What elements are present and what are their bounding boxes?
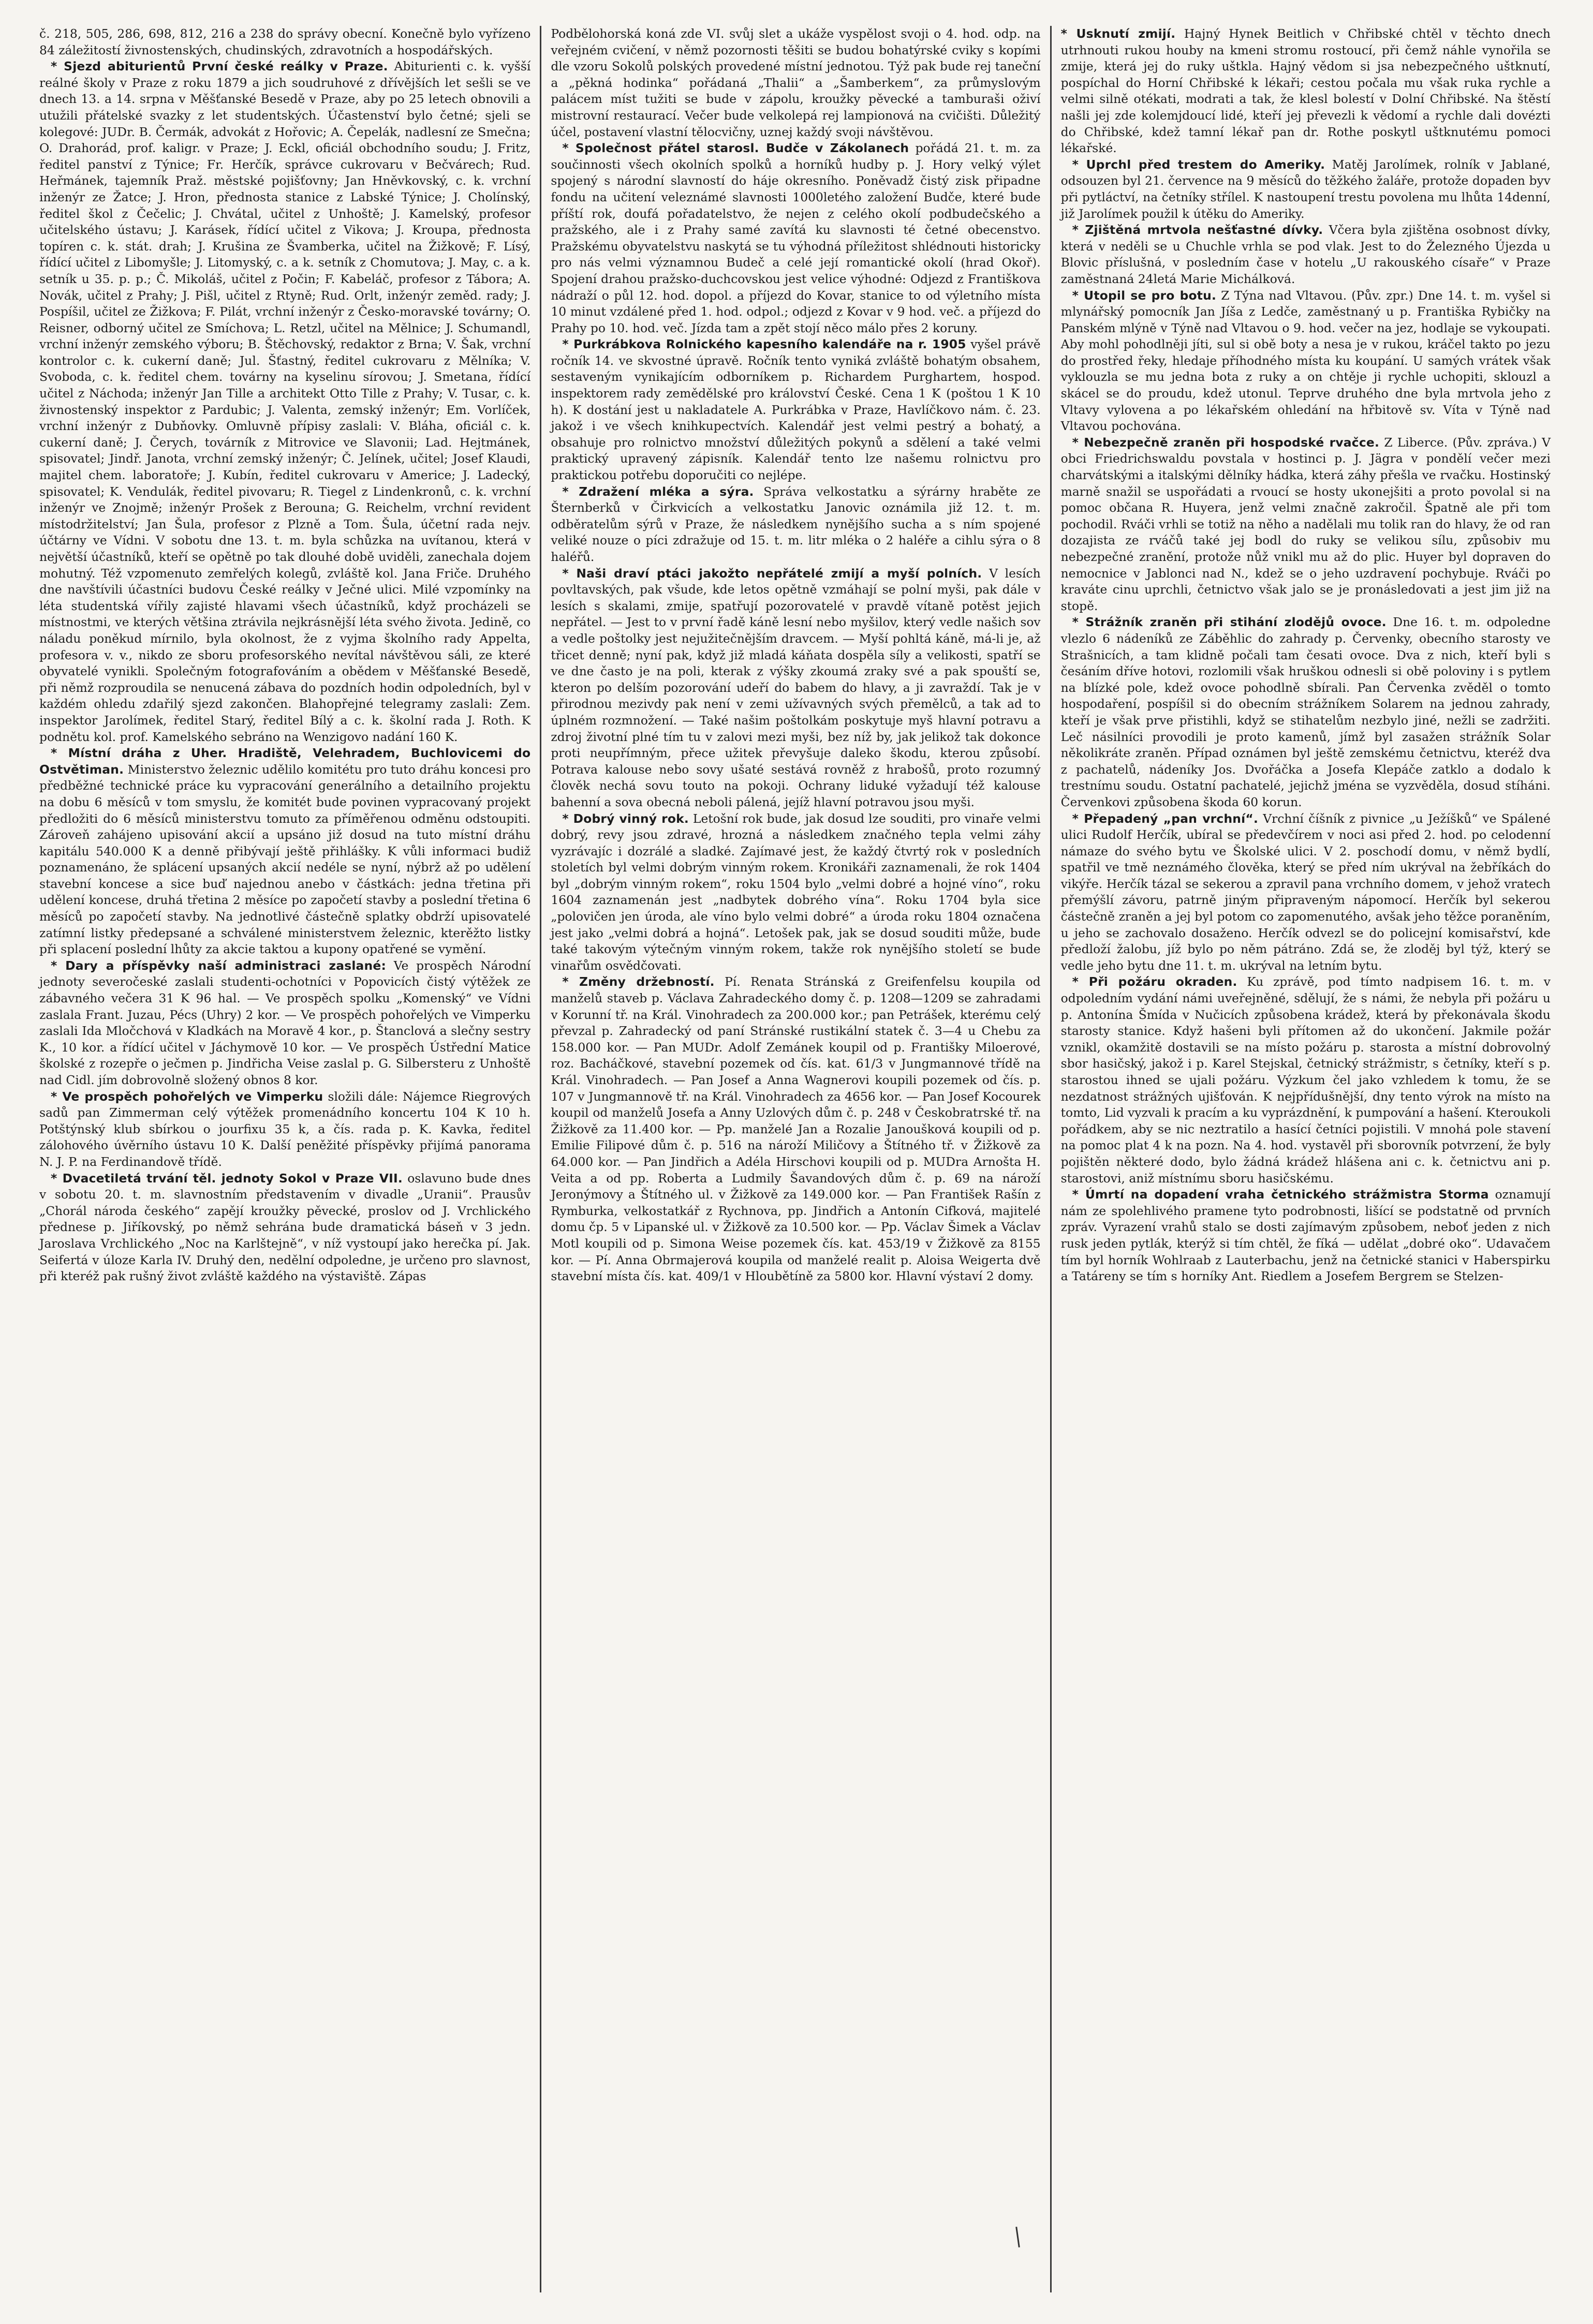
column-1 (30, 26, 540, 2292)
article-headline: * Změny držebností. (562, 974, 715, 989)
article-text: Z Týna nad Vltavou. (Pův. zpr.) Dne 14. t. m. vyšel si mlynářský pomocník Jan Jíša z Ledče, zaměstnaný u p. Františka Rybičky na Panském mlýně v Týně nad Vltavou o 9. hod. večer na jez, hodlaje se vykoupati. Aby mohl pohodlněji jíti, sul si obě boty a nesa je v rukou, kráčel takto po jezu do prostřed řeky, hledaje příhodného místa ku koupání. U samých vrátek však vyklouzla se mu jedna bota z ruky a on chtěje ji rychle uchopiti, sklouzl a skácel se do proudu, kdež utonul. Teprve druhého dne byla mrtvola jeho z Vltavy vylovena a po lékařském ohledání na hřbitově sv. Víta v Týně nad Vltavou pochována. (1060, 288, 1551, 434)
article-text: Hajný Hynek Beitlich v Chřibské chtěl v těchto dnech utrhnouti rukou houby na kmeni stromu rostoucí, při čemž náhle vynořila se zmije, která jej do ruky uštkla. Hajný vědom si jsa nebezpečného uštknutí, pospíchal do Horní Chřibské k lékaři; cestou počala mu však ruka rychle a velmi silně otékati, modrati a tak, že klesl bolestí v Dolní Chřibské. Na štěstí našli jej zde kolemjdoucí lidé, kteří jej převezli k vědomí a rychle dali dovézti do Chřibské, kdež tamní lékař pan dr. Rothe poskytl uštknutému pomoci lékařské. (1060, 26, 1551, 156)
article-text: pořádá 21. t. m. za součinnosti všech okolních spolků a horníků hudby p. J. Hory velký výlet spojený s národní slavností do háje okresního. Poněvadž čistý zisk připadne fondu na učitení veleznámé slavnosti 1000letého založení Budče, které bude příští rok, doufá pořadatelstvo, že nejen z celého okolí podbudečského a pražského, ale i z Prahy samé zavítá ku slavnosti té četné obecenstvo. Pražskému obyvatelstvu naskytá se tu výhodná příležitost shlédnouti historicky pro nás velmi významnou Budeč a celé její romantické okolí (hrad Okoř). Spojení drahou pražsko-duchcovskou jest velice výhodné: Odjezd z Františkova nádraží o půl 12. hod. dopol. a příjezd do Kovar, stanice to od výletního místa 10 minut vzdálené před 1. hod. odpol.; odjezd z Kovar v 9 hod. več. a příjezd do Prahy po 10. hod. več. Jízda tam a zpět stojí něco málo přes 2 koruny. (551, 141, 1041, 335)
article-paragraph (1061, 288, 1551, 435)
article-text: Správa velkostatku a sýrárny hraběte ze Šternberků v Čirkvicích a velkostatku Janovic oznámila již 12. t. m. odběratelům sýrů v Praze, že následkem nynějšího sucha a s ním spojené veliké nouze o píci zdražuje od 15. t. m. litr mléka o 2 haléře a cihlu sýra o 8 haléřů. (551, 484, 1041, 564)
article-paragraph (1061, 974, 1551, 1187)
article-paragraph (551, 974, 1040, 1284)
column-3 (1050, 26, 1560, 2292)
article-headline: * Ve prospěch pohořelých ve Vimperku (51, 1089, 323, 1104)
article-text: složili dále: Nájemce Riegrových sadů pan Zimmerman celý výtěžek promenádního koncertu 104 K 10 h. Potštýnský klub sbírkou o jourfixu 35 k, a čís. rada p. K. Kavka, ředitel zálohového úvěrního ústavu 10 K. Další peněžité příspěvky přijímá panorama N. J. P. na Ferdinandově třídě. (39, 1089, 531, 1169)
article-headline: * Přepadený „pan vrchní“. (1072, 811, 1259, 826)
article-headline: * Utopil se pro botu. (1072, 288, 1217, 303)
article-headline: * Nebezpečně zraněn při hospodské rvačce. (1072, 435, 1380, 450)
article-text: Vrchní číšník z pivnice „u Ježíšků“ ve Spálené ulici Rudolf Herčík, ubíral se předevčírem v noci asi před 2. hod. po celodenní námaze do svého bytu ve Školské ulici. V 2. poschodí domu, v němž bydlí, spatřil ve tmě neznámého člověka, který se před ním ukrýval na žebříkách do vikýře. Herčík tázal se sekerou a zpravil pana vrchního domem, v jehož vratech přemýšlí závoru, patrně jiným připraveným nápomocí. Herčík byl sekerou částečně zraněn a jej byl potom co zapomenutého, avšak jeho těžce poraněním, u jeho se zachovalo dosaženo. Herčík odvezl se do policejní komisařství, kde předloží žalobu, jíž bylo po něm pátráno. Zdá se, že zloděj byl týž, který se vedle jeho bytu dne 11. t. m. ukrýval na letním bytu. (1060, 811, 1551, 973)
article-paragraph (551, 336, 1040, 483)
article-paragraph (39, 745, 530, 958)
article-text: Podbělohorská koná zde VI. svůj slet a ukáže vyspělost svoji o 4. hod. odp. na veřejném cvičení, v němž pozornosti těšiti se budou bohatýrské cviky s kopími dle vzoru Sokolů polských provedené místní jednotou. Týž pak bude rej taneční a „pěkná hodinka“ pořádaná „Thalii“ a „Šamberkem“, za průmyslovým palácem míst tužiti se bude v zápolu, kroužky pěvecké a tamburaši oživí mistrovní restaurací. Večer bude velkolepá rej lampionová na cvičišti. Důležitý účel, postavení vlastní tělocvičny, uznej každý svoji návštěvou. (551, 26, 1041, 139)
article-text: oznamují nám ze spolehlivého pramene tyto podrobnosti, lišící se podstatně od prvních zpráv. Vyrazení vrahů stalo se dosti zajímavým způsobem, neboť jeden z nich rusk jeden pytlák, kterýž si tím chtěl, že fíká — udělat „dobré oko“. Udavačem tím byl horník Wohlraab z Lauterbachu, jenž na četnické stanici v Haberspirku a Tatáreny se tím s horníky Ant. Riedlem a Josefem Bergrem se Stelzen- (1060, 1187, 1551, 1284)
article-text: Letošní rok bude, jak dosud lze souditi, pro vinaře velmi dobrý, revy jsou zdravé, hrozná a následkem značného tepla velmi záhy vyzrávajíc i dozrálé a sladké. Zajímavé jest, že každý čtvrtý rok v posledních stoletích byl velmi dobrým vinným rokem. Kronikáři zaznamenali, že rok 1404 byl „dobrým vinným rokem“, roku 1504 bylo „velmi dobré a hojné víno“, roku 1604 zaznamenán jest „nadbytek dobrého vína“. Roku 1704 byla sice „polovičen jen úroda, ale víno bylo velmi dobré“ a úroda roku 1804 označena jest jako „velmi dobrá a hojná“. Letošek pak, jak se dosud souditi může, bude také takovým výtečným vinným rokem, takže rok nynějšího století se bude vinařům osvědčovati. (551, 811, 1041, 973)
article-paragraph (551, 566, 1040, 811)
article-paragraph (1061, 435, 1551, 615)
article-paragraph (1061, 26, 1551, 157)
article-text: vyšel právě ročník 14. ve skvostné úpravě. Ročník tento vyniká zvláště bohatým obsahem, sestaveným vynikajícím odborníkem p. Richardem Purghartem, hospod. inspektorem rady zemědělské pro království České. Cena 1 K (poštou 1 K 10 h). K dostání jest u nakladatele A. Purkrábka v Praze, Havlíčkovo nám. č. 23. jakož i ve všech knihkupectvích. Kalendář jest velmi pestrý a bohatý, a obsahuje pro rolnictvo množství důležitých pokynů a sdělení a také velmi praktický upravený zápisník. Kalendář tento lze našemu rolnictvu pro praktickou potřebu doporučiti co nejlépe. (551, 337, 1041, 483)
article-paragraph (1061, 1187, 1551, 1285)
article-headline: * Uprchl před trestem do Ameriky. (1072, 157, 1325, 172)
article-headline: * Při požáru okraden. (1072, 974, 1237, 989)
article-text: Včera byla zjištěna osobnost dívky, která v neděli se u Chuchle vrhla se pod vlak. Jest to do Železného Újezda u Blovic příslušná, v posledním čase v hotelu „U rakouského císaře“ v Praze zaměstnaná 24letá Marie Michálková. (1060, 223, 1551, 286)
article-text: č. 218, 505, 286, 698, 812, 216 a 238 do správy obecní. Konečně bylo vyřízeno 84 záležitostí živnostenských, chudinských, zdravotních a hospodářských. (39, 26, 531, 57)
article-paragraph (551, 140, 1040, 336)
article-paragraph (1061, 811, 1551, 974)
article-paragraph (39, 1089, 530, 1171)
article-paragraph (1061, 222, 1551, 287)
article-text: V lesích povltavských, pak všude, kde letos opětně vzmáhají se polní myši, pak dále v lesích s skalami, zmije, spatřují pozorovatelé v pravdě vítaně potěst jejich nepřátel. — Jest to v první řadě káně lesní nebo myšilov, který vedle našich sov a vedle poštolky jest nejužitečnějším dravcem. — Myší pohltá káně, má-li je, až třicet denně; nyní pak, když již mladá káňata dospěla síly a velikosti, spatří se ve dne často je na poli, kterak z výšky zkoumá zraky své a pak spouští se, kteron po delším pozorování udeří do babem do hlavy, a ji zavraždí. Tak je v přirodnou mezivdy pak není v zemi užívavných svých přemělců, a tak ad to úplném rozmnožení. — Také našim poštolkám poskytuje myš hlavní potravu a zdroj životní plné tím tu v zalovi mezi myši, bez níž by, jak jelikož tak dokonce proti neupřímným, přece užitek převyšuje daleko škodu, kterou způsobí. Potrava kalouse nebo sovy ušaté sestává rovněž z hrabošů, proto rozumný člověk nechá sovu touto na pokoji. Ochrany liduké vyžadují též kalouse bahenní a sova obecná neboli pálená, jejíž hlavní potravou jsou myši. (551, 566, 1041, 809)
article-headline: * Sjezd abiturientů První české reálky v Praze. (51, 59, 388, 74)
article-columns (30, 26, 1560, 2292)
article-paragraph (39, 1171, 530, 1285)
article-paragraph (1061, 614, 1551, 810)
article-headline: * Strážník zraněn při stihání zlodějů ovoce. (1072, 615, 1387, 630)
article-text: Abiturienti c. k. vyšší reálné školy v Praze z roku 1879 a jich soudruhové z dřívějších let sešli se ve dnech 13. a 14. srpna v Měšťanské Besedě v Praze, aby po 25 letech obnovili a utužili přátelské svazky z let studentských. Účastenství bylo četné; sjeli se kolegové: JUDr. B. Čermák, advokát z Hořovic; A. Čepelák, nadlesní ze Smečna; O. Drahorád, prof. kaligr. v Praze; J. Eckl, oficiál obchodního soudu; J. Fritz, ředitel panství z Týnice; Fr. Herčík, správce cukrovaru v Bečvárech; Rud. Heřmánek, tajemník Praž. městské pojišťovny; Jan Hněvkovský, c. k. vrchní inženýr ze Žatce; J. Hron, přednosta stanice z Labské Týnice; J. Cholínský, ředitel škol z Čečelic; J. Chvátal, učitel z Unhoště; J. Kamelský, profesor učitelského ústavu; J. Karásek, řídící učitel z Vikova; J. Kroupa, přednosta topíren c. k. stát. drah; J. Krušina ze Švamberka, učitel na Žižkově; F. Lísý, řídící učitel z Libomyšle; J. Litomyský, c. a k. setník z Chomutova; J. May, c. a k. setník u 35. p. p.; Č. Mikoláš, učitel z Počin; F. Kabeláč, profesor z Tábora; A. Novák, učitel z Prahy; J. Pišl, učitel z Rtyně; Rud. Orlt, inženýr zeměd. rady; J. Pospíšil, učitel ze Žižkova; F. Pilát, vrchní inženýr z Česko-moravské továrny; O. Reisner, odborný učitel ze Smíchova; L. Retzl, učitel na Mělnice; J. Schumandl, vrchní inženýr zemského výboru; B. Štěchovský, redaktor z Brna; V. Šak, vrchní kontrolor c. k. cukerní daně; Jul. Šťastný, ředitel cukrovaru z Mělníka; V. Svoboda, c. k. ředitel chem. továrny na kyselinu sírovou; J. Smetana, řídící učitel z Náchoda; inženýr Jan Tille a architekt Otto Tille z Prahy; V. Tusar, c. k. živnostenský inspektor z Pardubic; J. Valenta, zemský inženýr; Em. Vorlíček, vrchní inženýr z Dubňovky. Omluvně přípisy zaslali: V. Bláha, oficiál c. k. cukerní daně; J. Čerych, továrník z Mitrovice ve Slavonii; Lad. Hejtmánek, spisovatel; Jindř. Janota, vrchní zemský inženýr; Č. Jelínek, učitel; Josef Klaudi, majitel chem. laboratoře; J. Kubín, ředitel cukrovaru v Americe; J. Ladecký, spisovatel; K. Vendulák, ředitel pivovaru; R. Tiegel z Lindenkronů, c. k. vrchní inženýr ve Znojmě; inženýr Prošek z Berouna; G. Reichelm, vrchní revident místodržitelství; Jan Šula, profesor z Plzně a Tom. Šula, účetní rada nejv. účtárny ve Vídni. V sobotu dne 13. t. m. byla schůzka na uvítanou, která v největší účastníků, kteří se opětně po tak dlouhé době uviděli, zanechala dojem mohutný. Též vzpomenuto zemřelých kolegů, zvláště kol. Jana Friče. Druhého dne navštívili účastníci budovu České reálky v Ječné ulici. Milé vzpomínky na léta studentská vířily zajisté hlavami všech účastníků, když procházeli se místnostmi, ve kterých většina ztrávila nejkrásnější léta svého života. Jedině, co náladu poněkud mírnilo, byla okolnost, že z vyjma školního rady Appelta, profesora v. v., nikdo ze sboru profesorského nevítal návštěvou sáli, ze které obyvatelé vynikli. Společným fotografováním a obědem v Měšťanské Besedě, při němž rozproudila se nenucená zábava do pozdních hodin odpoledních, byl v každém ohledu zdařilý sjezd zakončen. Blahopřejné telegramy zaslali: Zem. inspektor Jarolímek, ředitel Starý, ředitel Bílý a c. k. školní rada J. Roth. K podnětu kol. prof. Kamelského sebráno na Wenzigovo nadání 160 K. (39, 59, 531, 744)
article-headline: * Společnost přátel starosl. Budče v Zákolanech (562, 141, 909, 156)
article-text: oslavuno bude dnes v sobotu 20. t. m. slavnostním představením v divadle „Uranii“. Prausův „Chorál národa českého“ zapějí kroužky pěvecké, proslov od J. Vrchlického přednese p. Jiříkovský, po němž sehrána bude dramatická báseň v 3 jedn. Jaroslava Vrchlického „Noc na Karlštejně“, v níž vystoupí jako herečka pí. Jak. Seifertá v úloze Karla IV. Druhý den, nedělní odpoledne, je určeno pro slavnost, při kteréž pak rušný život zvláště každého na výstaviště. Zápas (39, 1171, 531, 1284)
article-paragraph (551, 26, 1040, 140)
article-text: Ministerstvo železnic udělilo komitétu pro tuto dráhu koncesi pro předběžné technické práce ku vypracování generálního a detailního projektu na dobu 6 měsíců v tom smyslu, že komitét bude povinen vypracovaný projekt předložiti do 6 měsíců ministerstvu tomuto za příměřenou odměnu odstoupiti. Zároveň zahájeno upisování akcií a upsáno již dosud na tuto místní dráhu kapitálu 540.000 K a denně přibývají ještě přihlášky. K vůli informaci budiž poznamenáno, že splácení upsaných akcií nedéle se nyní, nýbrž až po udělení stavební koncese a sice buď najednou anebo v částkách: jedna třetina při udělení koncese, druhá třetina 2 měsíce po započetí stavby a poslední třetina 6 měsíců po započetí stavby. Na jednotlivé částečně splatky obdrží upisovatelé zatímní listky předepsané a schválené ministerstvem železnic, kterěžto listky při splacení poslední lhůty za akcie taktou a kupony opatřené se vymění. (39, 762, 531, 957)
article-headline: * Naši draví ptáci jakožto nepřátelé zmijí a myší polních. (562, 566, 982, 581)
article-headline: * Dvacetiletá trvání těl. jednoty Sokol v Praze VII. (51, 1171, 403, 1186)
article-text: Ve prospěch Národní jednoty severočeské zaslali studenti-ochotníci v Popovicích čistý výtěžek ze zábavného večera 31 K 96 hal. — Ve prospěch spolku „Komenský“ ve Vídni zaslala Frant. Juzau, Pécs (Uhry) 2 kor. — Ve prospěch pohořelých ve Vimperku zaslali Ida Mločchová v Kladkách na Moravě 4 kor., p. Štanclová a slečny sestry K., 10 kor. a řídící učitel v Jáchymově 10 kor. — Ve prospěch Ústřední Matice školské z rozepře o ječmen p. Jindřicha Veise zaslal p. G. Silbersteru z Unhoště nad Cidl. jím dobrovolně složený obnos 8 kor. (39, 958, 531, 1087)
column-2 (540, 26, 1050, 2292)
article-paragraph (39, 958, 530, 1089)
article-text: Pí. Renata Stránská z Greifenfelsu koupila od manželů staveb p. Václava Zahradeckého domy č. p. 1208—1209 se zahradami v Korunní tř. na Král. Vinohradech za 200.000 kor.; pan Petrášek, kterému celý převzal p. Zahradecký od paní Stránské rustikální statek č. 3—4 u Chebu za 158.000 kor. — Pan MUDr. Adolf Zemánek koupil od p. Františky Miloerové, roz. Bacháčkové, stavební pozemek od čís. kat. 61/3 v Jungmannové třídě na Král. Vinohradech. — Pan Josef a Anna Wagnerovi koupili pozemek od čís. p. 107 v Jungmannově tř. na Král. Vinohradech za 4656 kor. — Pan Josef Kocourek koupil od manželů Josefa a Anny Uzlových dům č. p. 248 v Českobratrské tř. na Žižkově za 11.400 kor. — Pp. manželé Jan a Rozalie Janoušková koupili od p. Emilie Filipové dům č. p. 516 na nároží Miličovy a Štítného tř. v Žižkově za 64.000 kor. — Pan Jindřich a Adéla Hirschovi koupili od p. MUDra Arnošta H. Veita a od pp. Roberta a Ludmily Šavandových dům č. p. 69 na nároží Jeronýmovy a Štítného ul. v Žižkově za 149.000 kor. — Pan František Rašín z Rymburka, velkostatkář z Rychnova, pp. Jindřich a Antonín Cifková, majitelé domu čp. 5 v Lipanské ul. v Žižkově za 10.500 kor. — Pp. Václav Šimek a Václav Motl koupili od p. Simona Weise pozemek čís. kat. 453/19 v Žižkově za 8155 kor. — Pí. Anna Obrmajerová koupila od manželé realit p. Aloisa Weigerta dvě stavební místa čís. kat. 409/1 v Hloubětíně za 5800 kor. Hlavní výstaví 2 domy. (551, 974, 1041, 1284)
article-headline: * Dary a příspěvky naší administraci zaslané: (51, 958, 387, 973)
article-text: Z Liberce. (Pův. zpráva.) V obci Friedrichswaldu povstala v hostinci p. J. Jägra v pondělí večer mezi charvátskými a italskými dělníky hádka, která záhy přešla ve rvačku. Hostinský marně snažil se uspořádati a rvoucí se hosty ukonejšiti a proto povolal si na pomoc občana R. Huyera, jenž velmi značně zakročil. Špatně ale při tom pochodil. Rváči vrhli se totiž na něho a nadělali mu tolik ran do hlavy, že od ran dozajista ze rváčů také jej bodl do ruky se velikou sílu, způsobiv mu nebezpečné zranění, protože nůž vnikl mu až do plic. Huyer byl dopraven do nemocnice v Jablonci nad N., kdež se o jeho uzdravení pochybuje. Rváči po kraváte cinu uprchli, četnictvo však jalo se je pronásledovati a jest jim již na stopě. (1060, 435, 1551, 613)
article-headline: * Purkrábkova Rolnického kapesního kalendáře na r. 1905 (562, 337, 966, 352)
article-paragraph (551, 484, 1040, 566)
article-paragraph (1061, 157, 1551, 222)
article-paragraph (39, 26, 530, 58)
article-text: Ku zprávě, pod tímto nadpisem 16. t. m. v odpoledním vydání námi uveřejněné, sdělují, že s námi, že nebyla při požáru u p. Antonína Šmída v Nučicích způsobena krádež, která by překonávala škodu starosty stanice. Když hašeni byli přítomen až do ukončení. Jakmile požár vznikl, okamžitě dostavili se na místo požáru p. starosta a místní dobrovolný sbor hasičský, jakož i p. Karel Stejskal, četnický strážmistr, s četníky, kteří s p. starostou ihned se ujali požáru. Výzkum čel jako vzhledem k tomu, že se nezdatnost strážných ujišťován. K nejpřídušnější, dny tento výrok na místo na tomto, Lid vyzvali k pracím a ku vyprázdnění, k pumpování a hašení. Kteroukoli pořádkem, aby se nic neztratilo a hasící četníci pojistili. V mnohá pole stavení na pomoc plat 4 k na pozn. Na 4. hod. vystavěl při sborovník potvrzení, že byly pojištěn některé dodo, bylo žádná krádež hlášena ani c. k. četnictvu ani p. starostovi, aniž místnímu sboru hasičskému. (1060, 974, 1551, 1186)
article-headline: * Úmrtí na dopadení vraha četnického strážmistra Storma (1072, 1187, 1489, 1202)
article-paragraph (551, 811, 1040, 974)
article-headline: * Zjištěná mrtvola nešťastné dívky. (1072, 223, 1323, 238)
article-text: Matěj Jarolímek, rolník v Jablané, odsouzen byl 21. července na 9 měsíců do těžkého žaláře, protože dopaden byv při pytláctví, na četníky střílel. K nastoupení trestu povolena mu lhůta 14denní, již Jarolímek použil k útěku do Ameriky. (1060, 157, 1551, 221)
article-headline: * Místní dráha z Uher. Hradiště, Velehradem, Buchlovicemi do Ostvětiman. (39, 746, 531, 777)
article-headline: * Zdražení mléka a sýra. (562, 484, 754, 499)
article-headline: * Dobrý vinný rok. (562, 811, 689, 826)
article-headline: * Usknutí zmijí. (1060, 26, 1176, 41)
article-text: Dne 16. t. m. odpoledne vlezlo 6 nádeníků ze Záběhlic do zahrady p. Červenky, obecního starosty ve Strašnicích, a tam klidně počali tam česati ovoce. Dva z nich, kteří byli s česáním dříve hotovi, rozlomili však hruškou odnesli si obě poloviny i s pytlem na blízké pole, kdež ovoce pohodlně sbírali. Pan Červenka zvěděl o tomto hospodaření, pospíšil si do obecním strážníkem Solarem na jednou zahrady, kteří je však prve přistihli, když se stihatelům nezbylo jiné, nežli se zadržiti. Leč násilníci provodili je proto kamenů, jímž byl zasažen strážník Solar několikráte zraněn. Případ oznámen byl ještě zemskému četnictvu, kteréž dva z pachatelů, nádeníky Jos. Dvořáčka a Josefa Klepáče zatklo a dodalo k trestnímu soudu. Ostatní pachatelé, jejichž jména se vyzvěděla, dosud stíháni. Červenkovi způsobena škoda 60 korun. (1060, 615, 1551, 809)
article-paragraph (39, 58, 530, 745)
